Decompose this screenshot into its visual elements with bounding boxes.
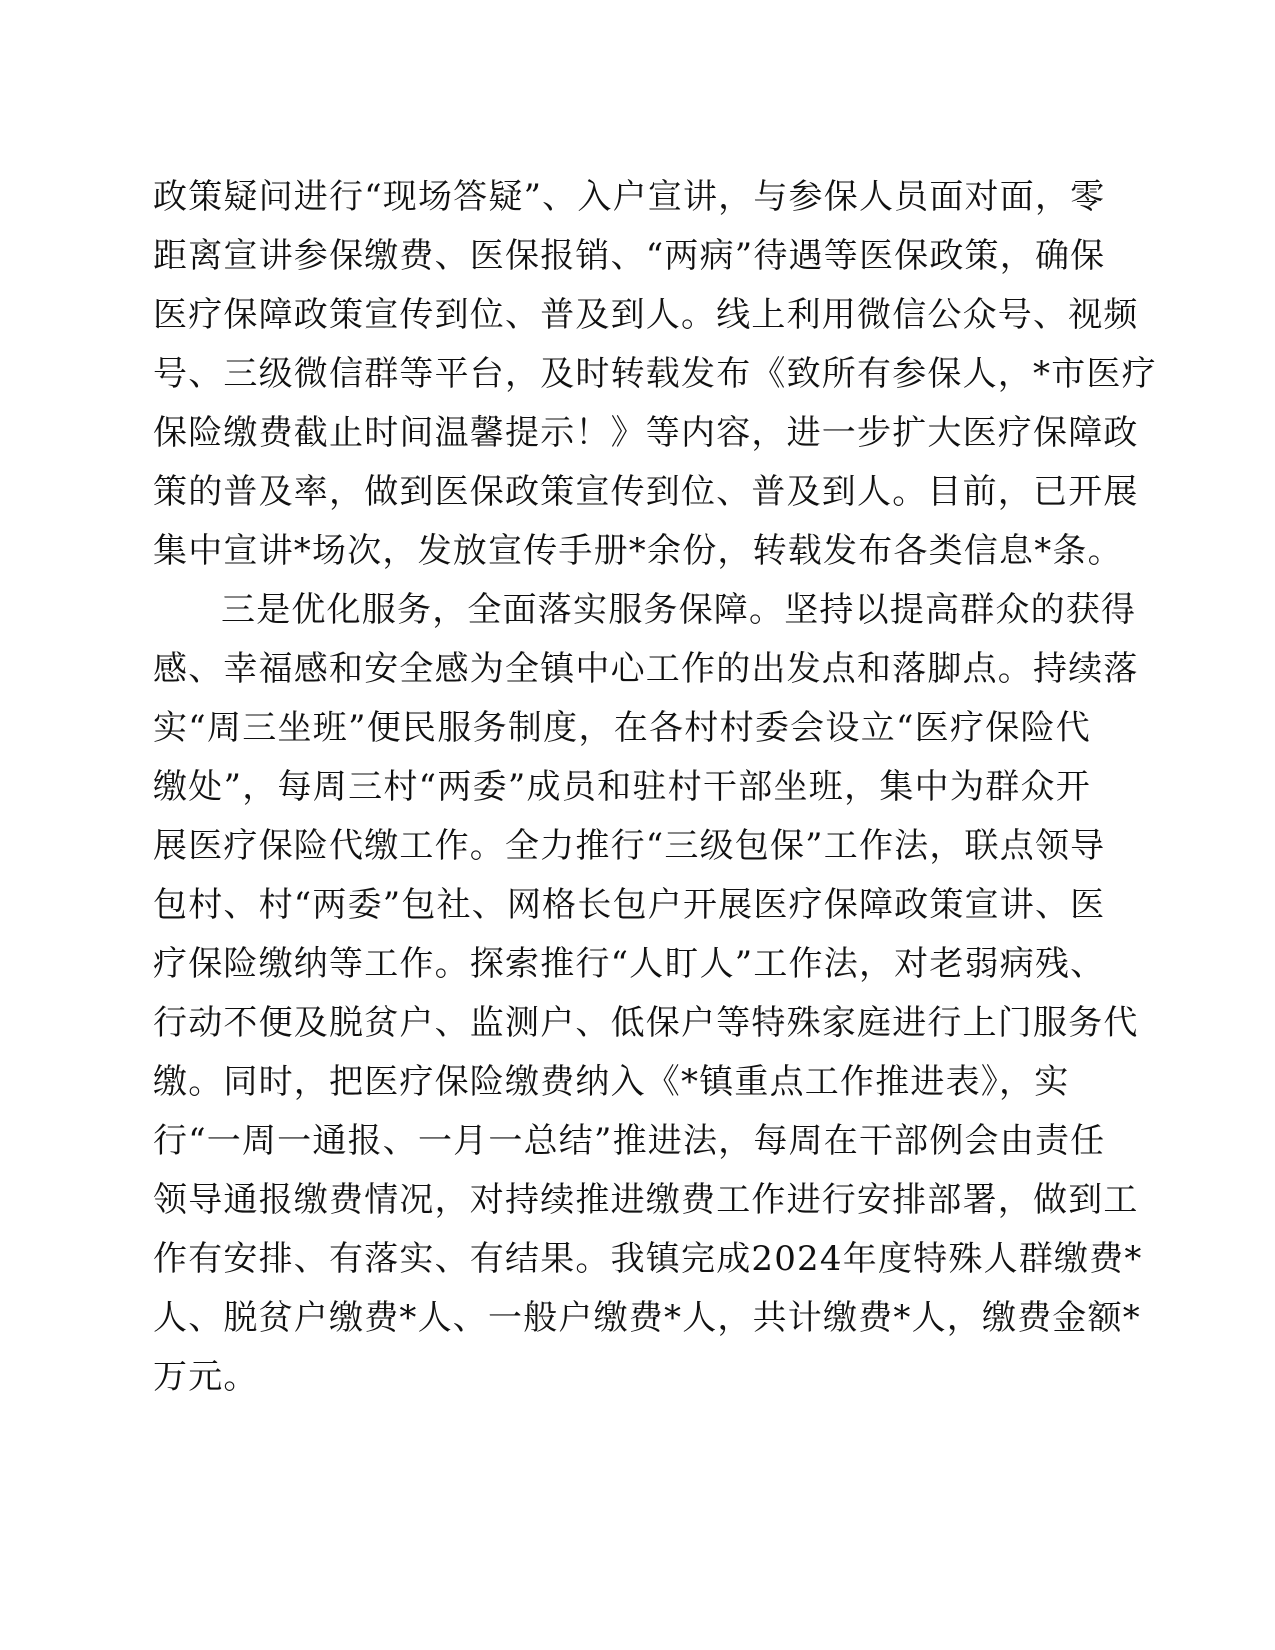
paragraph-1-line-3: 医疗保障政策宣传到位、普及到人。线上利用微信公众号、视频 xyxy=(153,295,1139,335)
paragraph-1-line-5: 保险缴费截止时间温馨提示！》等内容，进一步扩大医疗保障政 xyxy=(153,413,1139,453)
paragraph-2-line-2: 感、幸福感和安全感为全镇中心工作的出发点和落脚点。持续落 xyxy=(153,649,1139,689)
paragraph-1 xyxy=(153,168,1157,581)
paragraph-1-line-1: 政策疑问进行“现场答疑”、入户宣讲，与参保人员面对面，零 xyxy=(153,177,1106,217)
paragraph-2-line-14: 万元。 xyxy=(153,1357,259,1397)
paragraph-1-line-7: 集中宣讲*场次，发放宣传手册*余份，转载发布各类信息*条。 xyxy=(153,531,1123,571)
paragraph-2-line-7: 疗保险缴纳等工作。探索推行“人盯人”工作法，对老弱病残、 xyxy=(153,944,1106,984)
paragraph-2-line-4: 缴处”，每周三村“两委”成员和驻村干部坐班，集中为群众开 xyxy=(153,767,1091,807)
paragraph-2-line-12: 作有安排、有落实、有结果。我镇完成2024年度特殊人群缴费* xyxy=(153,1239,1143,1279)
paragraph-2-line-13: 人、脱贫户缴费*人、一般户缴费*人，共计缴费*人，缴费金额* xyxy=(153,1298,1141,1338)
paragraph-2 xyxy=(153,581,1143,1407)
paragraph-2-line-8: 行动不便及脱贫户、监测户、低保户等特殊家庭进行上门服务代 xyxy=(153,1003,1139,1043)
paragraph-1-line-6: 策的普及率，做到医保政策宣传到位、普及到人。目前，已开展 xyxy=(153,472,1139,512)
paragraph-2-line-11: 领导通报缴费情况，对持续推进缴费工作进行安排部署，做到工 xyxy=(153,1180,1139,1220)
paragraph-2-line-6: 包村、村“两委”包社、网格长包户开展医疗保障政策宣讲、医 xyxy=(153,885,1106,925)
paragraph-2-line-1: 三是优化服务，全面落实服务保障。坚持以提高群众的获得 xyxy=(221,590,1137,630)
paragraph-2-line-9: 缴。同时，把医疗保险缴费纳入《*镇重点工作推进表》，实 xyxy=(153,1062,1070,1102)
paragraph-2-line-5: 展医疗保险代缴工作。全力推行“三级包保”工作法，联点领导 xyxy=(153,826,1106,866)
paragraph-1-line-2: 距离宣讲参保缴费、医保报销、“两病”待遇等医保政策，确保 xyxy=(153,236,1106,276)
paragraph-1-line-4: 号、三级微信群等平台，及时转载发布《致所有参保人，*市医疗 xyxy=(153,354,1157,394)
paragraph-2-line-3: 实“周三坐班”便民服务制度，在各村村委会设立“医疗保险代 xyxy=(153,708,1091,748)
paragraph-2-line-10: 行“一周一通报、一月一总结”推进法，每周在干部例会由责任 xyxy=(153,1121,1106,1161)
